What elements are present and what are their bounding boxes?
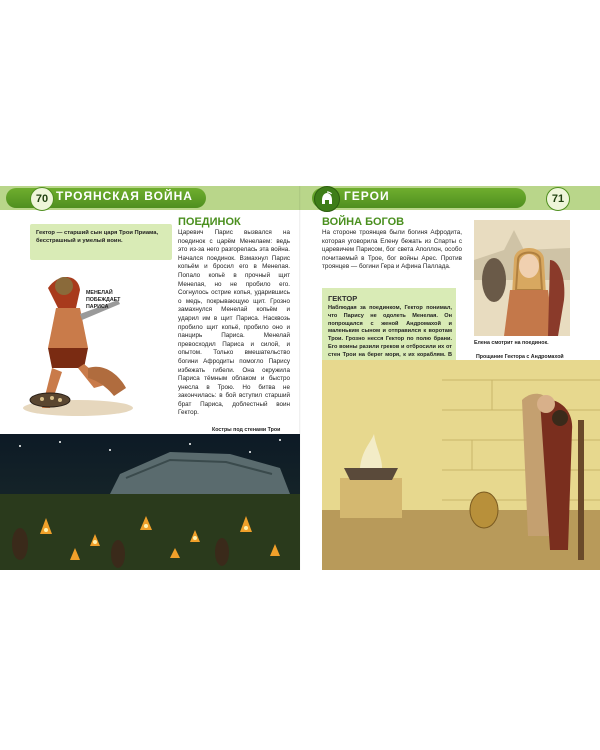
hector-callout (30, 224, 172, 260)
spartan-helmet-icon (314, 186, 340, 212)
helen-portrait-illustration (474, 220, 570, 336)
troy-fires-illustration (0, 434, 300, 570)
hector-box-text: Наблюдая за поединком, Гектор понимал, что Парису не одолеть Менелая. Он попрощался с женой Андромахой и маленьким сыном и отправился к воротам Трои. Грозно несся Гектор по полю брани. Его воины разили греков и отбросили их от стен Трои на берег моря, к их кораблям. В (328, 305, 452, 358)
left-page-number: 70 (30, 187, 54, 211)
hector-box-title: ГЕКТОР (328, 294, 358, 303)
right-chapter-title: ГЕРОИ (344, 189, 390, 203)
caption-farewell: Прощание Гектора с Андромахой (476, 354, 564, 360)
left-chapter-title: ТРОЯНСКАЯ ВОЙНА (56, 189, 193, 203)
duel-body-text: Царевич Парис вызвался на поединок с царём Менелаем: ведь это из-за него разгорелась эта война. Начался поединок. Взмахнул Парис копьём и бросил его в Менелая. Попало копьё в прочный щит Менелая, но не пробило его. Согнулось острие копья, ударившись о медь, покрывающую щит. Грозно замахнулся Менелай копьём и ударил им в щит Париса. Насквозь пробило щит копьё, пробило оно и панцирь Париса. Менелай превосходил Париса и силой, и опытом. Только вмешательство богини Афродиты помогло Парису избежать гибели. Она окружила Париса тёмным облаком и быстро унесла в Трою. Но битва не закончилась: в бой вступил старший брат Париса, доблестный воин Гектор. (178, 229, 290, 417)
caption-menelaus: МЕНЕЛАЙ ПОБЕЖДАЕТ ПАРИСА (86, 290, 121, 310)
caption-helen: Елена смотрит на поединок. (474, 340, 549, 346)
section-title-duel: ПОЕДИНОК (178, 216, 241, 228)
callout-text: Гектор — старший сын царя Трои Приама, бесстрашный и умелый воин. (36, 230, 159, 244)
section-title-gods-war: ВОЙНА БОГОВ (322, 216, 405, 228)
caption-fires: Костры под стенами Трои (212, 427, 281, 433)
right-page-number: 71 (546, 187, 570, 211)
hector-farewell-illustration (322, 360, 600, 570)
gods-war-body-text: На стороне троянцев были богиня Афродита, которая уговорила Елену бежать из Спарты с царевичем Парисом, бог света Аполлон, особо почитаемый в Трое, бог войны Арес. Против троянцев — богини Гера и Афина Паллада. (322, 229, 462, 271)
